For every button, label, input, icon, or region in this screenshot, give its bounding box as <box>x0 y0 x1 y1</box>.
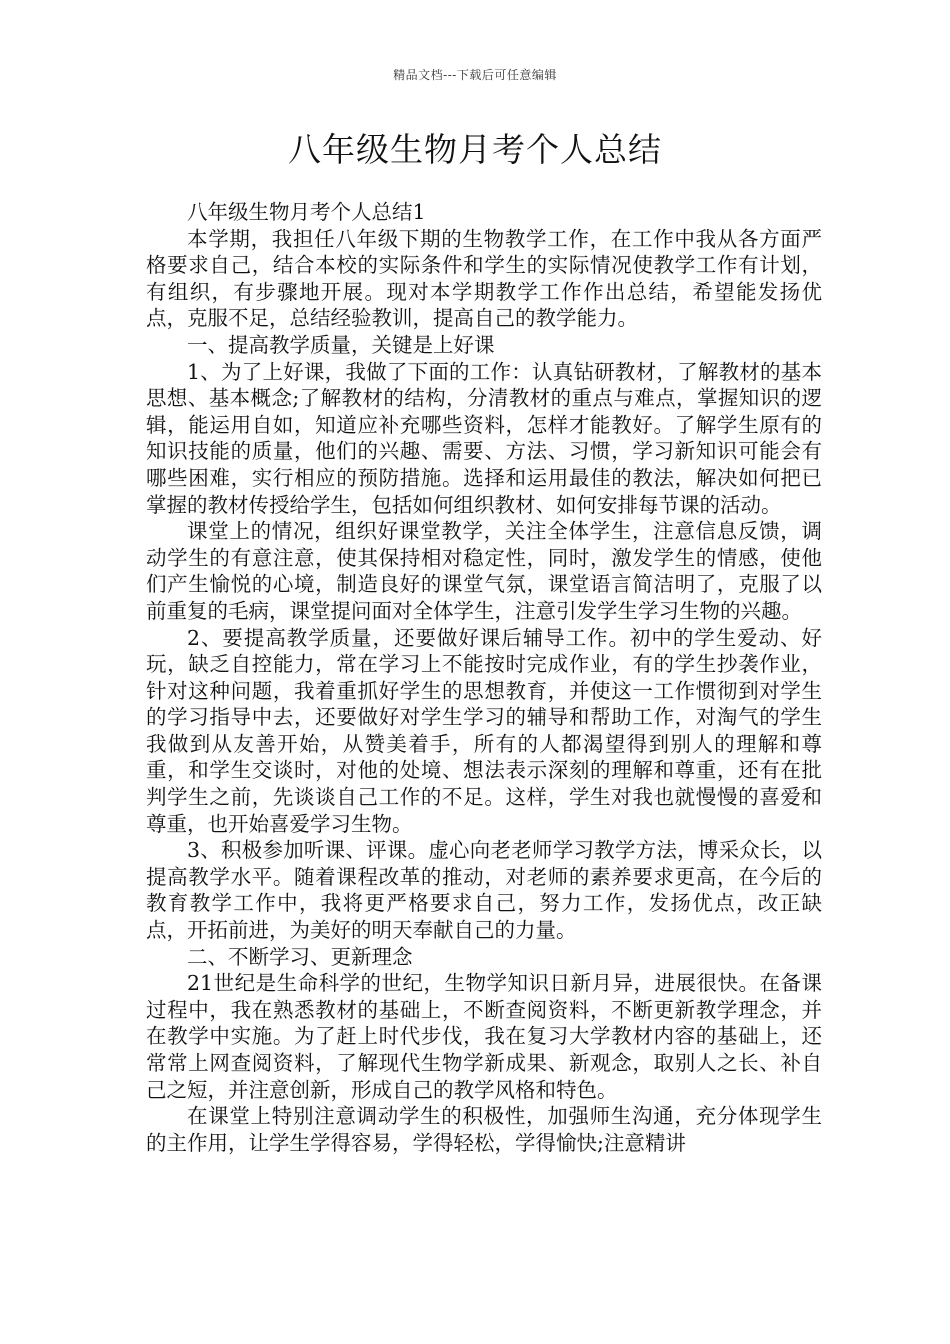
body-paragraph: 在课堂上特别注意调动学生的积极性，加强师生沟通，充分体现学生的主作用，让学生学得容易，学得轻松，学得愉快;注意精讲 <box>146 1104 822 1155</box>
section-heading: 八年级生物月考个人总结1 <box>187 200 426 224</box>
section-heading: 二、不断学习、更新理念 <box>187 944 413 969</box>
body-paragraph: 3、积极参加听课、评课。虚心向老老师学习教学方法，博采众长，以提高教学水平。随着课程改革的推动，对老师的素养要求更高，在今后的教育教学工作中，我将更严格要求自己，努力工作，发扬优点，改正缺点，开拓前进，为美好的明天奉献自己的力量。 <box>146 838 822 943</box>
body-paragraph: 2、要提高教学质量，还要做好课后辅导工作。初中的学生爱动、好玩，缺乏自控能力，常在学习上不能按时完成作业，有的学生抄袭作业，针对这种问题，我着重抓好学生的思想教育，并使这一工作惯彻到对学生的学习指导中去，还要做好对学生学习的辅导和帮助工作，对淘气的学生我做到从友善开始，从赞美着手，所有的人都渴望得到别人的理解和尊重，和学生交谈时，对他的处境、想法表示深刻的理解和尊重，还有在批判学生之前，先谈谈自己工作的不足。这样，学生对我也就慢慢的喜爱和尊重，也开始喜爱学习生物。 <box>146 625 822 836</box>
body-paragraph: 课堂上的情况，组织好课堂教学，关注全体学生，注意信息反馈，调动学生的有意注意，使其保持相对稳定性，同时，激发学生的情感，使他们产生愉悦的心境，制造良好的课堂气氛，课堂语言简洁明了，克服了以前重复的毛病，课堂提问面对全体学生，注意引发学生学习生物的兴趣。 <box>146 519 822 623</box>
document-body <box>146 199 822 1156</box>
body-paragraph: 21世纪是生命科学的世纪，生物学知识日新月异，进展很快。在备课过程中，我在熟悉教材的基础上，不断查阅资料，不断更新教学理念，并在教学中实施。为了赶上时代步伐，我在复习大学教材内容的基础上，还常常上网查阅资料，了解现代生物学新成果、新观念，取别人之长、补自己之短，并注意创新，形成自己的教学风格和特色。 <box>146 971 822 1102</box>
document-title: 八年级生物月考个人总结 <box>288 130 662 169</box>
body-paragraph: 1、为了上好课，我做了下面的工作：认真钻研教材，了解教材的基本思想、基本概念;了解教材的结构，分清教材的重点与难点，掌握知识的逻辑，能运用自如，知道应补充哪些资料，怎样才能教好。了解学生原有的知识技能的质量，他们的兴趣、需要、方法、习惯，学习新知识可能会有哪些困难，实行相应的预防措施。选择和运用最佳的教法，解决如何把已掌握的教材传授给学生，包括如何组织教材、如何安排每节课的活动。 <box>146 359 822 517</box>
page-header: 精品文档---下载后可任意编辑 <box>393 68 557 82</box>
body-paragraph: 本学期，我担任八年级下期的生物教学工作，在工作中我从各方面严格要求自己，结合本校的实际条件和学生的实际情况使教学工作有计划，有组织，有步骤地开展。现对本学期教学工作作出总结，希望能发扬优点，克服不足，总结经验教训，提高自己的教学能力。 <box>146 226 822 331</box>
section-heading: 一、提高教学质量，关键是上好课 <box>187 332 495 357</box>
